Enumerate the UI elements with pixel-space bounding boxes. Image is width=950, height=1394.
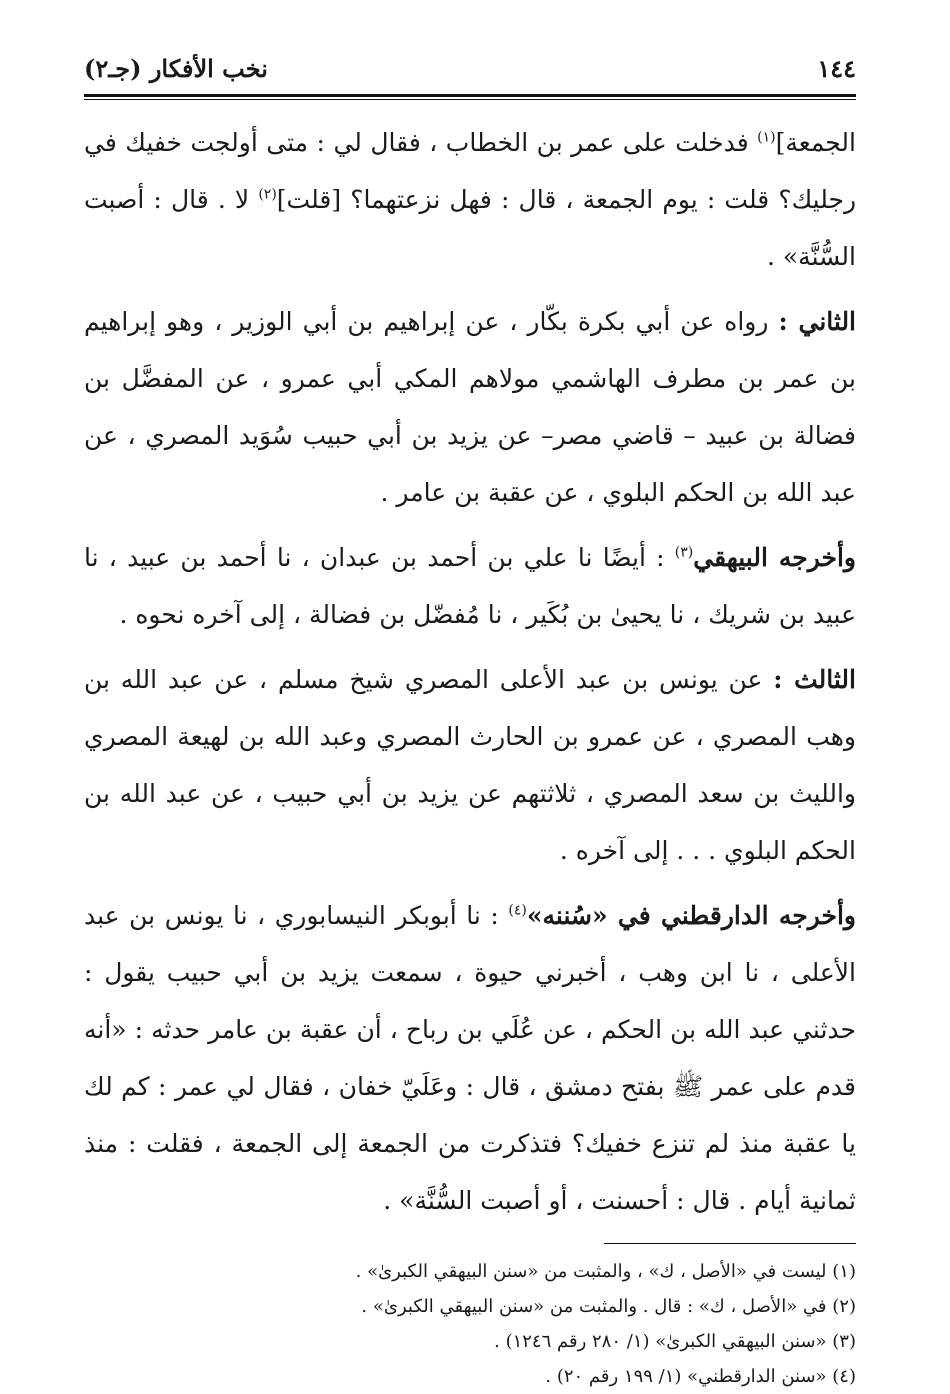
paragraph-lead: الثالث : [773, 665, 856, 694]
paragraph-text: عن يونس بن عبد الأعلى المصري شيخ مسلم ، عن عبد الله بن وهب المصري ، عن عمرو بن الحارث المصري وعبد الله بن لهيعة المصري والليث بن سعد المصري ، ثلاثتهم عن يزيد بن أبي حبيب ، عن عبد الله بن الحكم البلوي . . . إلى آخره . [84, 665, 856, 865]
paragraph-lead: الثاني : [778, 307, 857, 336]
book-page [84, 44, 856, 1394]
footnote: (٢) في «الأصل ، ك» : قال . والمثبت من «سنن البيهقي الكبرىٰ» . [361, 1296, 856, 1317]
running-header [84, 44, 856, 92]
page-number: ١٤٤ [817, 53, 856, 83]
paragraph [84, 529, 856, 643]
footnote-marker: (٢) [258, 186, 277, 203]
paragraph-text: : نا أبوبكر النيسابوري ، نا يونس بن عبد الأعلى ، نا ابن وهب ، أخبرني حيوة ، سمعت يزيد بن أبي حبيب يقول : حدثني عبد الله بن الحكم ، عن عُلَي بن رباح ، أن عقبة بن عامر حدثه : «أنه قدم على عمر ﷺ بفتح دمشق ، قال : وعَلَيّ خفان ، فقال لي عمر : كم لك يا عقبة منذ لم تنزع خفيك؟ فتذكرت من الجمعة إلى الجمعة ، فقلت : منذ ثمانية أيام . قال : أحسنت ، أو أصبت السُّنَّة» . [84, 901, 856, 1215]
footnotes [84, 1254, 856, 1394]
paragraph-lead: وأخرجه البيهقي [693, 543, 856, 572]
paragraph [84, 293, 856, 521]
paragraph [84, 887, 856, 1229]
paragraph-text: رواه عن أبي بكرة بكّار ، عن إبراهيم بن أبي الوزير ، وهو إبراهيم بن عمر بن مطرف الهاشمي مولاهم المكي أبي عمرو ، عن المفضَّل بن فضالة بن عبيد – قاضي مصر– عن يزيد بن أبي حبيب سُوَيد المصري ، عن عبد الله بن الحكم البلوي ، عن عقبة بن عامر . [84, 307, 856, 507]
paragraph-lead: وأخرجه الدارقطني في «سُننه» [526, 901, 856, 930]
footnote-marker: (١) [757, 129, 776, 146]
footnote: (١) ليست في «الأصل ، ك» ، والمثبت من «سنن البيهقي الكبرىٰ» . [355, 1261, 856, 1282]
paragraph-text: الجمعة] [775, 128, 856, 157]
header-rule-thin [84, 99, 856, 100]
footnote-marker: (٣) [674, 544, 694, 561]
footnote: (٤) «سنن الدارقطني» (١/ ١٩٩ رقم ٢٠) . [545, 1366, 856, 1387]
paragraph [84, 114, 856, 285]
footnote-marker: (٤) [508, 902, 527, 919]
header-rule-thick [84, 94, 856, 97]
footnote-separator [604, 1243, 856, 1244]
book-title: نخب الأفكار (جـ٢) [84, 53, 268, 83]
paragraph-text: فدخلت على عمر بن الخطاب ، فقال لي : متى أولجت خفيك في رجليك؟ قلت : يوم الجمعة ، قال : فهل نزعتهما؟ [قلت] [84, 128, 857, 214]
paragraph [84, 651, 856, 879]
main-text [84, 114, 856, 1229]
paragraph-text: : أيضًا نا علي بن أحمد بن عبدان ، نا أحمد بن عبيد ، نا عبيد بن شريك ، نا يحيىٰ بن بُكَير ، نا مُفضّل بن فضالة ، إلى آخره نحوه . [84, 543, 856, 629]
footnote: (٣) «سنن البيهقي الكبرىٰ» (١/ ٢٨٠ رقم ١٢٤٦) . [494, 1331, 856, 1352]
paragraph-text: لا . قال : أصبت السُّنَّة» . [84, 185, 856, 271]
